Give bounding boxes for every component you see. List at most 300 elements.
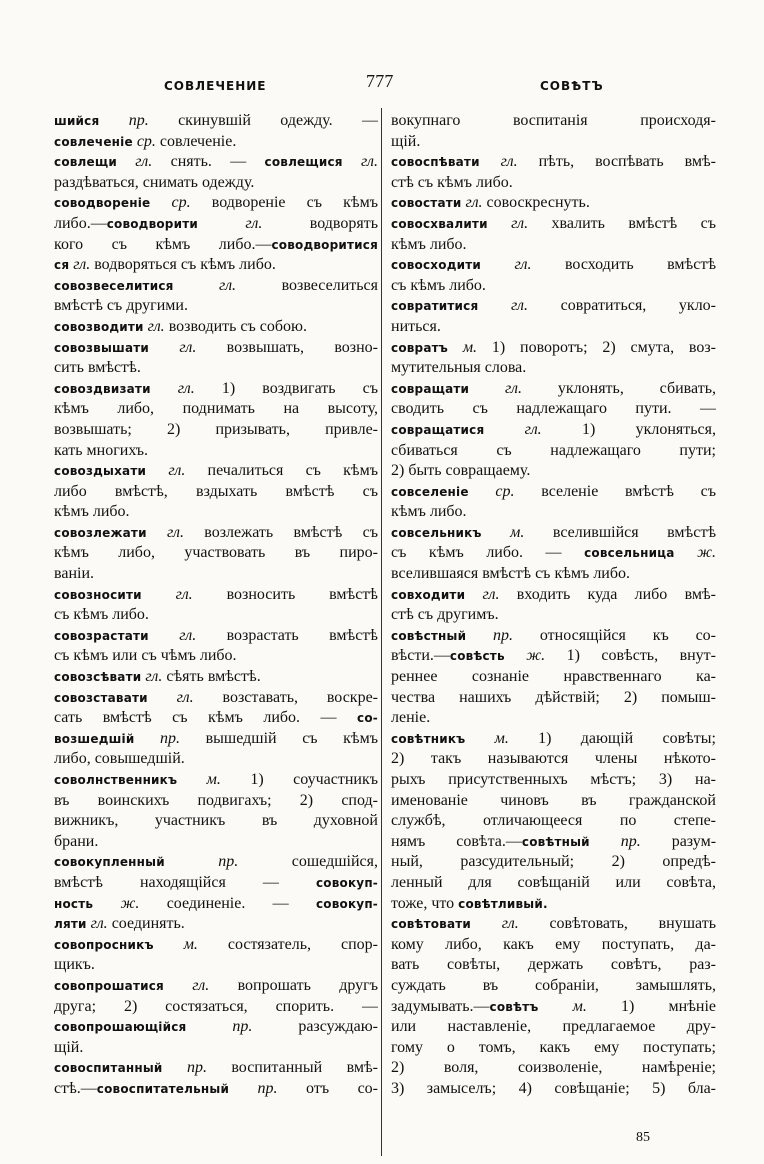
headword: совѣтникъ (391, 731, 466, 746)
definition-text: возвышать, возно- (196, 338, 378, 356)
headword: совоспитательный (96, 1081, 230, 1096)
text-line (391, 338, 716, 359)
text-line (54, 296, 378, 317)
definition-text: съ кѣмъ или съ чѣмъ либо. (54, 647, 237, 665)
definition-text: 1) мнѣніе (586, 997, 716, 1015)
text-line (391, 626, 716, 647)
text-line (54, 523, 378, 544)
headword: совѣтъ (489, 999, 539, 1014)
definition-text: гому о томъ, какъ ему поступать; (391, 1038, 716, 1056)
text-line (54, 976, 378, 997)
text-line (54, 276, 378, 297)
headword: совселеніе (391, 484, 469, 499)
definition-text: восходить вмѣстѣ (531, 256, 716, 274)
definition-text: сошедшійся, (238, 853, 378, 871)
headword: совокуп- (315, 875, 378, 890)
definition-text: ный, разсудительный; 2) опредѣ- (391, 853, 716, 871)
text-line (391, 132, 716, 153)
text-line (391, 729, 716, 750)
grammar-label: пр. (134, 729, 181, 747)
text-line (391, 296, 716, 317)
text-line (54, 770, 378, 791)
grammar-label: гл. (143, 317, 165, 335)
text-line (54, 564, 378, 585)
definition-text: рыхъ присутственныхъ мѣстъ; 3) на- (391, 771, 716, 788)
definition-text: съ кѣмъ либо. (391, 276, 486, 294)
definition-text: вмѣстѣ съ другими. (54, 297, 188, 315)
text-line (54, 832, 378, 853)
text-line (391, 873, 716, 894)
text-line (54, 173, 378, 194)
text-line (54, 132, 378, 153)
headword: совозносити (54, 587, 142, 602)
headword: возшедшій (54, 731, 135, 746)
definition-text: возвышать; 2) призывать, привле- (54, 420, 378, 438)
definition-text: состязатель, спор- (197, 935, 378, 953)
definition-text: возносить вмѣстѣ (192, 585, 378, 603)
definition-text: сбиваться съ надлежащаго пути; (391, 441, 716, 459)
text-line (391, 1079, 716, 1100)
running-header (0, 64, 764, 104)
definition-text: воспитанный вмѣ- (206, 1059, 378, 1077)
text-line (54, 543, 378, 564)
text-line (391, 173, 716, 194)
text-line (54, 420, 378, 441)
definition-text: либо.— (54, 214, 107, 232)
grammar-label: гл. (146, 462, 186, 480)
headword: совсельница (584, 546, 675, 561)
text-line (391, 585, 716, 606)
definition-text: вижникъ, участникъ въ духовной (54, 812, 378, 830)
headword: совращатися (391, 422, 485, 437)
grammar-label: гл. (163, 976, 210, 994)
definition-text: чества нашихъ дѣйствій; 2) помыш- (391, 688, 716, 706)
grammar-label: ср. (150, 194, 191, 212)
definition-text: разум- (640, 832, 716, 850)
definition-text: 2) такъ называются члены нѣкото- (391, 750, 716, 768)
definition-text: сѣять вмѣстѣ. (162, 668, 261, 686)
text-line (391, 832, 716, 853)
headword: со- (357, 711, 378, 726)
headword: совѣстный (391, 628, 467, 643)
text-line (391, 502, 716, 523)
grammar-label: гл. (116, 153, 153, 171)
text-line (391, 317, 716, 338)
grammar-label: пр. (589, 832, 641, 850)
definition-text: стѣ съ кѣмъ либо. (391, 173, 513, 191)
grammar-label: гл. (484, 420, 542, 438)
definition-text: возвеселиться (236, 276, 378, 294)
headword: совѣтовати (391, 917, 472, 932)
definition-text: щій. (54, 1038, 84, 1056)
column-divider (381, 108, 382, 1156)
text-line (391, 688, 716, 709)
definition-text: кѣмъ либо, участвовать въ пиро- (54, 544, 378, 562)
text-line (391, 399, 716, 420)
text-line (54, 791, 378, 812)
text-line (54, 441, 378, 462)
text-line (391, 1017, 716, 1038)
text-line (54, 811, 378, 832)
text-line (54, 852, 378, 873)
text-line (54, 338, 378, 359)
grammar-label: гл. (149, 338, 197, 356)
text-line (54, 502, 378, 523)
text-line (391, 667, 716, 688)
grammar-label: гл. (197, 214, 263, 232)
headword: совосходити (391, 258, 481, 273)
definition-text: друга; 2) состязаться, спорить. — (54, 997, 378, 1015)
grammar-label: ж. (504, 647, 546, 665)
text-line (391, 255, 716, 276)
definition-text: входить куда либо вмѣ- (499, 585, 716, 603)
definition-text: вопрошать другъ (209, 976, 378, 994)
text-line (391, 358, 716, 379)
definition-text: мутительныя слова. (391, 359, 527, 377)
definition-text: пѣть, воспѣвать вмѣ- (517, 153, 716, 171)
headword: совходити (391, 587, 466, 602)
definition-text: щикъ. (54, 956, 95, 974)
grammar-label: пр. (466, 626, 514, 644)
definition-text: кѣмъ либо, поднимать на высоту, (54, 400, 378, 418)
definition-text: отъ со- (277, 1079, 378, 1097)
headword: совокуп- (315, 896, 378, 911)
text-line (391, 976, 716, 997)
grammar-label: гл. (147, 688, 194, 706)
grammar-label: гл. (86, 915, 108, 933)
text-line (391, 894, 716, 915)
text-line (391, 111, 716, 132)
definition-text: сить вмѣстѣ. (54, 359, 141, 377)
text-line (391, 235, 716, 256)
text-line (54, 1079, 378, 1100)
text-line (391, 1058, 716, 1079)
text-line (54, 894, 378, 915)
definition-text: суждать въ собраніи, замышлять, (391, 976, 716, 994)
text-line (54, 749, 378, 770)
definition-text: съ кѣмъ либо. — (391, 544, 585, 562)
grammar-label: гл. (479, 153, 518, 171)
text-line (54, 708, 378, 729)
text-line (391, 564, 716, 585)
text-line (391, 193, 716, 214)
definition-text: совратиться, укло- (528, 297, 716, 315)
definition-text: 2) воля, соизволеніе, намѣреніе; (391, 1059, 716, 1077)
definition-text: либо, совышедшій. (54, 750, 185, 768)
text-line (54, 317, 378, 338)
grammar-label: гл. (461, 194, 483, 212)
definition-text: уклонять, сбивать, (522, 379, 716, 397)
text-line (54, 1017, 378, 1038)
definition-text: кѣмъ либо. (54, 503, 130, 521)
headword: совопросникъ (54, 937, 154, 952)
definition-text: 1) уклоняться, (541, 420, 716, 438)
headword: совопрошатися (54, 978, 164, 993)
text-line (54, 605, 378, 626)
right-column (391, 111, 716, 1100)
text-line (54, 1038, 378, 1059)
text-line (391, 1038, 716, 1059)
grammar-label: ж. (674, 544, 716, 562)
definition-text: кому либо, какъ ему поступать, да- (391, 935, 716, 953)
grammar-label: гл. (141, 585, 193, 603)
definition-text: относящійся къ со- (513, 626, 716, 644)
text-line (391, 935, 716, 956)
definition-text: кѣмъ либо. (391, 503, 467, 521)
text-line (391, 276, 716, 297)
grammar-label: пр. (162, 1059, 207, 1077)
definition-text: вселившаяся вмѣстѣ съ кѣмъ либо. (391, 565, 630, 583)
text-line (391, 214, 716, 235)
text-line (391, 523, 716, 544)
text-line (54, 111, 378, 132)
text-line (54, 152, 378, 173)
grammar-label: гл. (471, 915, 519, 933)
grammar-label: пр. (99, 112, 149, 129)
text-line (54, 193, 378, 214)
text-line (54, 955, 378, 976)
definition-text: кать многихъ. (54, 441, 148, 459)
text-line (54, 255, 378, 276)
definition-text: 1) поворотъ; 2) смута, воз- (477, 338, 716, 356)
definition-text: съ кѣмъ либо. (54, 606, 149, 624)
grammar-label: гл. (465, 585, 500, 603)
headword: совозвеселитися (54, 278, 174, 293)
headword: совѣтливый. (458, 896, 548, 911)
text-line (391, 543, 716, 564)
headword: совратъ (391, 340, 449, 355)
definition-text: вѣсти.— (391, 647, 450, 665)
text-line (54, 399, 378, 420)
definition-text: возрастать вмѣстѣ (196, 626, 378, 644)
grammar-label: м. (153, 935, 198, 953)
definition-text: леніе. (391, 709, 431, 727)
grammar-label: гл. (148, 626, 197, 644)
headword: ся (54, 258, 70, 273)
headword: совѣтный (521, 834, 590, 849)
text-line (54, 482, 378, 503)
headword: совѣсть (449, 649, 505, 664)
definition-text: 1) совѣсть, внут- (545, 647, 716, 665)
text-line (391, 770, 716, 791)
text-line (54, 626, 378, 647)
definition-text: въ воинскихъ подвигахъ; 2) спод- (54, 791, 378, 809)
definition-text: нямъ совѣта.— (391, 832, 522, 850)
headword: совлещи (54, 155, 117, 170)
definition-text: 2) быть совращаему. (391, 462, 531, 480)
headword: совозставати (54, 690, 148, 705)
definition-text: соединеніе. — (139, 894, 316, 912)
text-line (391, 441, 716, 462)
definition-text: сводить съ надлежащаго пути. — (391, 400, 716, 418)
text-line (391, 420, 716, 441)
text-line (391, 605, 716, 626)
text-line (391, 482, 716, 503)
headword: совозводити (54, 319, 144, 334)
text-line (54, 873, 378, 894)
definition-text: раздѣваться, снимать одежду. (54, 173, 255, 191)
headword: совоспитанный (54, 1061, 163, 1076)
grammar-label: гл. (173, 276, 237, 294)
definition-text: вселившійся вмѣстѣ (524, 523, 716, 541)
text-line (54, 461, 378, 482)
text-line (54, 214, 378, 235)
definition-text: ленный для совѣщаній или совѣта, (391, 873, 716, 891)
definition-text: снять. — (152, 153, 265, 171)
text-line (54, 729, 378, 750)
headword: соводвореніе (54, 196, 151, 211)
headword: совращати (391, 381, 470, 396)
headword: соводворити (106, 216, 198, 231)
definition-text: щій. (391, 132, 421, 150)
text-line (54, 688, 378, 709)
headword: совсельникъ (391, 525, 482, 540)
definition-text: 3) замыселъ; 4) совѣщаніе; 5) бла- (391, 1079, 716, 1097)
definition-text: водворяться съ кѣмъ либо. (90, 256, 276, 274)
headword: совопрошающійся (54, 1020, 187, 1035)
definition-text: кѣмъ либо. (391, 235, 467, 253)
definition-text: водвореніе съ кѣмъ (190, 194, 378, 212)
definition-text: или наставленіе, предлагаемое дру- (391, 1018, 716, 1036)
definition-text: хвалить вмѣстѣ съ (528, 214, 716, 232)
definition-text: вать совѣты, держать совѣтъ, раз- (391, 956, 716, 974)
text-line (391, 955, 716, 976)
definition-text: ваніи. (54, 565, 95, 583)
definition-text: скинувшій одежду. — (148, 112, 378, 129)
headword: совокупленный (54, 855, 165, 870)
grammar-label: ж. (93, 894, 140, 912)
headword: соволнственникъ (54, 773, 178, 787)
grammar-label: м. (448, 338, 478, 356)
grammar-label: гл. (342, 153, 378, 171)
definition-text: тоже, что (391, 894, 459, 912)
definition-text: вселеніе вмѣстѣ съ (514, 482, 716, 500)
headword: ность (54, 896, 94, 911)
headword: ляти (54, 917, 87, 932)
grammar-label: ср. (468, 482, 515, 500)
text-line (54, 935, 378, 956)
grammar-label: гл. (146, 523, 184, 541)
signature-mark: 85 (636, 1130, 650, 1145)
headword: шийся (54, 114, 100, 128)
definition-text: совѣтовать, внушать (518, 915, 716, 933)
definition-text: службѣ, отличающееся по степе- (391, 812, 716, 830)
definition-text: реннее сознаніе нравственнаго ка- (391, 668, 716, 686)
grammar-label: ср. (132, 132, 156, 150)
definition-text: соединять. (107, 915, 185, 933)
definition-text: 1) дающій совѣты; (508, 729, 716, 747)
definition-text: именованіе чиновъ въ гражданской (391, 791, 716, 809)
headword: совлещися (264, 155, 343, 170)
text-line (391, 379, 716, 400)
text-line (391, 152, 716, 173)
grammar-label: пр. (229, 1079, 278, 1097)
text-line (391, 749, 716, 770)
definition-text: вышедшій съ кѣмъ (180, 729, 378, 747)
text-line (54, 358, 378, 379)
grammar-label: м. (481, 523, 525, 541)
definition-text: брани. (54, 832, 99, 850)
headword: совозлежати (54, 525, 147, 540)
headword: совозвышати (54, 340, 150, 355)
definition-text: задумывать.— (391, 997, 490, 1015)
text-line (54, 914, 378, 935)
grammar-label: гл. (480, 256, 532, 274)
definition-text: ниться. (391, 317, 441, 335)
definition-text: возставать, воскре- (193, 688, 378, 706)
grammar-label: гл. (69, 256, 91, 274)
definition-text: вокупнаго воспитанія происходя- (391, 112, 716, 129)
definition-text: стѣ.— (54, 1079, 97, 1097)
headword: совозсѣвати (54, 670, 142, 685)
grammar-label: гл. (478, 297, 529, 315)
text-line (391, 461, 716, 482)
headword: совостати (391, 196, 462, 211)
definition-text: 1) воздвигать съ (194, 379, 378, 397)
grammar-label: м. (465, 729, 509, 747)
text-line (391, 811, 716, 832)
grammar-label: гл. (469, 379, 523, 397)
definition-text: разсуждаю- (252, 1018, 378, 1036)
left-column (54, 111, 378, 1100)
text-line (54, 667, 378, 688)
definition-text: вмѣстѣ находящійся — (54, 873, 316, 891)
definition-text: возлежать вмѣстѣ съ (184, 523, 378, 541)
headword: совоздвизати (54, 381, 151, 396)
text-line (391, 997, 716, 1018)
headword: совозрастати (54, 628, 149, 643)
definition-text: совлеченіе. (155, 132, 237, 150)
headword: совратитися (391, 299, 479, 314)
definition-text: стѣ съ другимъ. (391, 606, 499, 624)
grammar-label: гл. (141, 668, 163, 686)
headword: совосхвалити (391, 216, 488, 231)
grammar-label: м. (538, 997, 587, 1015)
headword: совоздыхати (54, 464, 147, 479)
definition-text: 1) соучастникъ (220, 771, 378, 788)
header-right-guide-word: СОВѢТЪ (540, 79, 604, 93)
definition-text: печалиться съ кѣмъ (185, 462, 378, 480)
definition-text: водворять (262, 214, 378, 232)
definition-text: возводить съ собою. (164, 317, 307, 335)
text-line (391, 708, 716, 729)
headword: соводворитися (271, 237, 378, 252)
grammar-label: гл. (487, 214, 529, 232)
text-line (54, 585, 378, 606)
grammar-label: пр. (164, 853, 239, 871)
text-line (391, 646, 716, 667)
definition-text: сать вмѣстѣ съ кѣмъ либо. — (54, 709, 358, 727)
grammar-label: м. (177, 771, 221, 788)
text-line (54, 646, 378, 667)
grammar-label: пр. (186, 1018, 253, 1036)
definition-text: совоскреснуть. (482, 194, 590, 212)
text-line (391, 791, 716, 812)
headword: совлеченіе (54, 134, 133, 149)
text-line (54, 379, 378, 400)
page-number: 777 (366, 71, 394, 91)
text-line (54, 997, 378, 1018)
definition-text: кого съ кѣмъ либо.— (54, 235, 272, 253)
grammar-label: гл. (150, 379, 195, 397)
text-line (54, 235, 378, 256)
headword: совоспѣвати (391, 155, 480, 170)
text-line (391, 852, 716, 873)
header-left-guide-word: СОВЛЕЧЕНИЕ (164, 79, 267, 93)
text-line (54, 1058, 378, 1079)
definition-text: либо вмѣстѣ, вздыхать вмѣстѣ съ (54, 482, 378, 500)
text-line (391, 914, 716, 935)
